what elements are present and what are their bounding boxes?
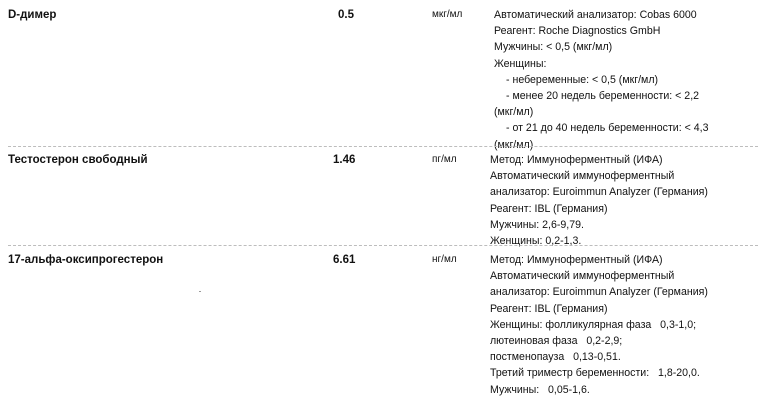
reference-line: Мужчины: 2,6-9,79. (490, 218, 584, 231)
scan-artifact (199, 291, 201, 292)
reference-line: Женщины: (494, 57, 547, 70)
reference-line: - менее 20 недель беременности: < 2,2 (506, 89, 700, 102)
test-value: 0.5 (338, 9, 354, 21)
reference-line: Мужчины: < 0,5 (мкг/мл) (494, 41, 613, 54)
reference-line: постменопауза 0,13-0,51. (490, 351, 621, 364)
test-unit: мкг/мл (432, 9, 463, 20)
reference-range (490, 252, 708, 398)
reference-line: (мкг/мл) (494, 106, 534, 119)
reference-line: Автоматический анализатор: Cobas 6000 (494, 9, 697, 21)
reference-range (494, 7, 708, 153)
row-divider (8, 146, 758, 147)
reference-line: Автоматический иммуноферментный (490, 170, 675, 183)
reference-line: Автоматический иммуноферментный (490, 270, 675, 283)
reference-line: Реагент: IBL (Германия) (490, 202, 608, 215)
test-name: Тестостерон свободный (8, 154, 148, 166)
row-divider (8, 245, 758, 246)
reference-line: лютеиновая фаза 0,2-2,9; (490, 334, 623, 347)
reference-line: Третий триместр беременности: 1,8-20,0. (490, 367, 700, 380)
reference-line: анализатор: Euroimmun Analyzer (Германия) (490, 186, 708, 199)
test-name: D-димер (8, 9, 57, 21)
reference-line: Женщины: фолликулярная фаза 0,3-1,0; (490, 318, 697, 331)
test-value: 6.61 (333, 254, 356, 266)
test-unit: нг/мл (432, 254, 457, 265)
test-value: 1.46 (333, 154, 356, 166)
reference-line: (мкг/мл) (494, 138, 534, 151)
reference-range (490, 152, 708, 249)
reference-line: Реагент: Roche Diagnostics GmbH (494, 25, 661, 38)
reference-line: Метод: Иммуноферментный (ИФА) (490, 154, 663, 166)
reference-line: анализатор: Euroimmun Analyzer (Германия) (490, 286, 708, 299)
reference-line: Метод: Иммуноферментный (ИФА) (490, 254, 663, 266)
reference-line: - от 21 до 40 недель беременности: < 4,3 (506, 122, 709, 135)
reference-line: Мужчины: 0,05-1,6. (490, 383, 590, 396)
reference-line: - небеременные: < 0,5 (мкг/мл) (506, 73, 659, 86)
test-unit: пг/мл (432, 154, 457, 165)
test-name: 17-альфа-оксипрогестерон (8, 254, 164, 266)
reference-line: Реагент: IBL (Германия) (490, 302, 608, 315)
reference-line: Женщины: 0,2-1,3. (490, 234, 582, 247)
